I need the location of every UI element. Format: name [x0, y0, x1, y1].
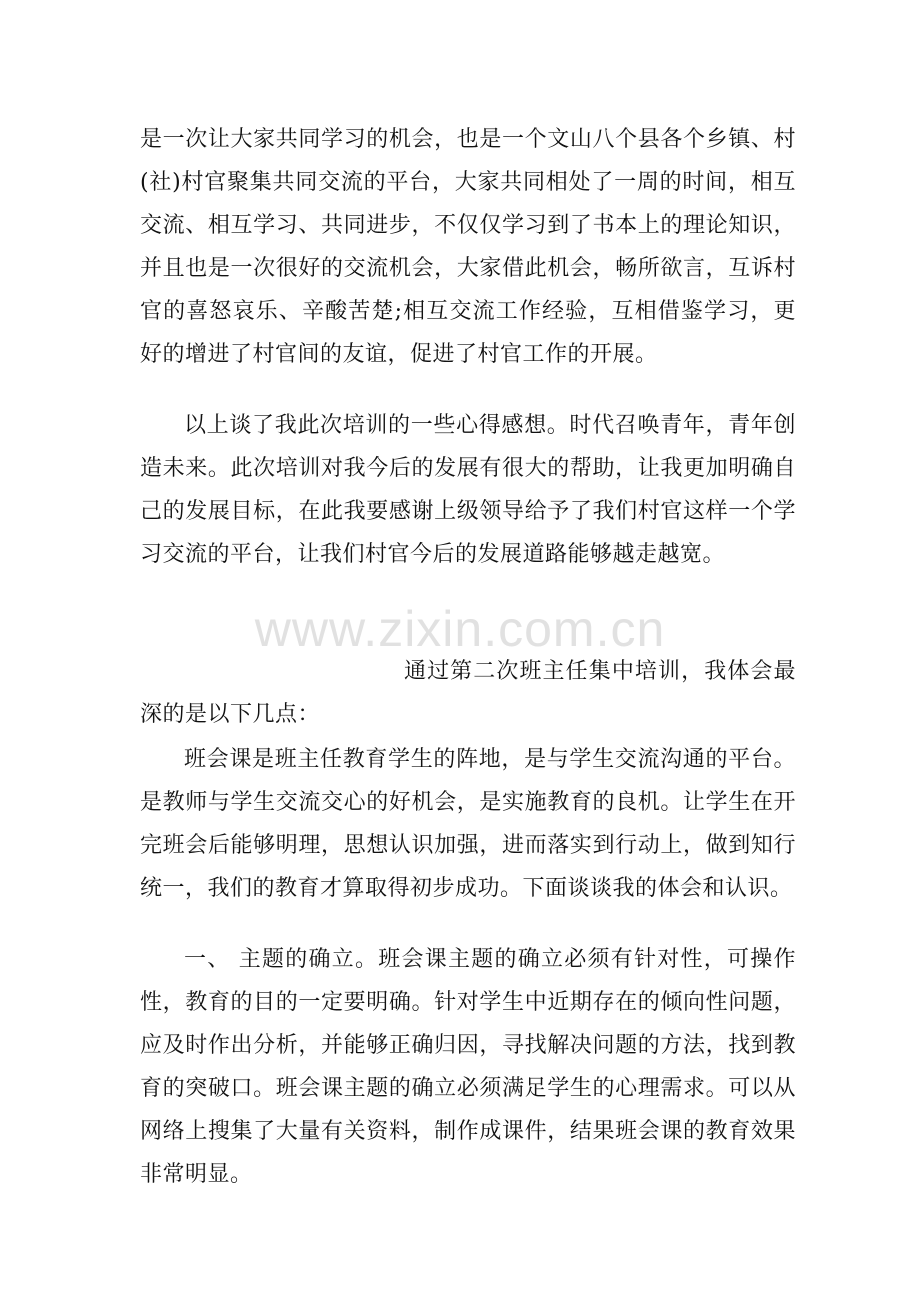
paragraph-4: 班会课是班主任教育学生的阵地，是与学生交流沟通的平台。是教师与学生交流交心的好机会，是实施教育的良机。让学生在开完班会后能够明理，思想认识加强，进而落实到行动上，做到知行统一，我们的教育才算取得初步成功。下面谈谈我的体会和认识。: [140, 747, 796, 901]
watermark: www.zixin.com.cn: [254, 601, 666, 657]
paragraph-5: 一、 主题的确立。班会课主题的确立必须有针对性，可操作性，教育的目的一定要明确。针对学生中近期存在的倾向性问题，应及时作出分析，并能够正确归因，寻找解决问题的方法，找到教育的突破口。班会课主题的确立必须满足学生的心理需求。可以从网络上搜集了大量有关资料，制作成课件，结果班会课的教育效果非常明显。: [140, 947, 796, 1187]
paragraph-2: 以上谈了我此次培训的一些心得感想。时代召唤青年，青年创造未来。此次培训对我今后的发展有很大的帮助，让我更加明确自己的发展目标，在此我要感谢上级领导给予了我们村官这样一个学习交流的平台，让我们村官今后的发展道路能够越走越宽。: [140, 413, 796, 567]
paragraph-1: 是一次让大家共同学习的机会，也是一个文山八个县各个乡镇、村(社)村官聚集共同交流的平台，大家共同相处了一周的时间，相互交流、相互学习、共同进步，不仅仅学习到了书本上的理论知识，并且也是一次很好的交流机会，大家借此机会，畅所欲言，互诉村官的喜怒哀乐、辛酸苦楚;相互交流工作经验，互相借鉴学习，更好的增进了村官间的友谊，促进了村官工作的开展。: [140, 127, 796, 367]
paragraph-3: 通过第二次班主任集中培训，我体会最深的是以下几点：: [140, 659, 796, 727]
